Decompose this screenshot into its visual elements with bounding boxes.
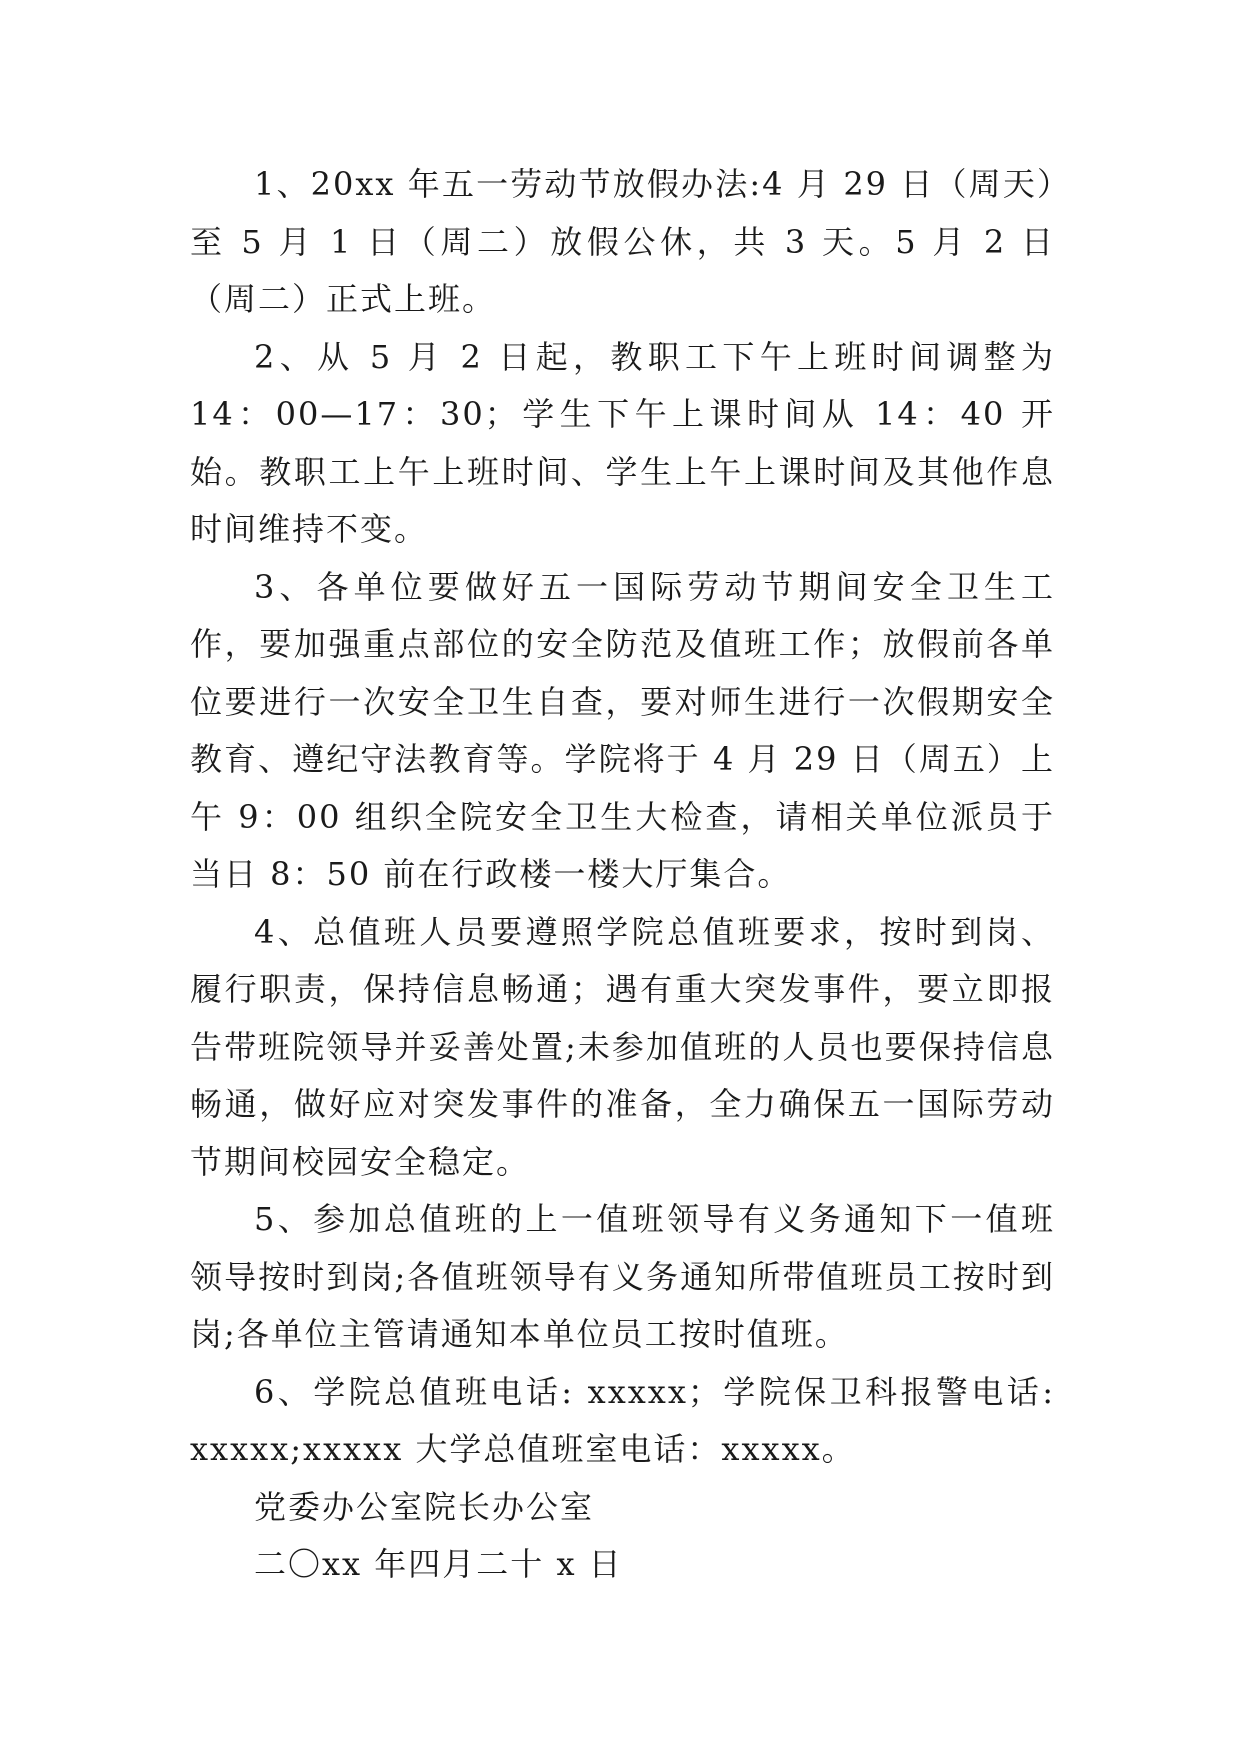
- paragraph-3: 3、各单位要做好五一国际劳动节期间安全卫生工作，要加强重点部位的安全防范及值班工作；放假前各单位要进行一次安全卫生自查，要对师生进行一次假期安全教育、遵纪守法教育等。学院将于 4 月 29 日（周五）上午 9：00 组织全院安全卫生大检查，请相关单位派员于当日 8：50 前在行政楼一楼大厅集合。: [190, 567, 1055, 893]
- paragraph-6: 6、学院总值班电话: xxxxx；学院保卫科报警电话: xxxxx;xxxxx 大学总值班室电话：xxxxx。: [190, 1372, 1055, 1468]
- paragraph-5: 5、参加总值班的上一值班领导有义务通知下一值班领导按时到岗;各值班领导有义务通知所带值班员工按时到岗;各单位主管请通知本单位员工按时值班。: [190, 1200, 1055, 1353]
- paragraph-4: 4、总值班人员要遵照学院总值班要求，按时到岗、履行职责，保持信息畅通；遇有重大突发事件，要立即报告带班院领导并妥善处置;未参加值班的人员也要保持信息畅通，做好应对突发事件的准备，全力确保五一国际劳动节期间校园安全稳定。: [190, 912, 1055, 1181]
- document-body: [190, 156, 1055, 1594]
- signature: 党委办公室院长办公室: [254, 1487, 595, 1526]
- date: 二〇xx 年四月二十 x 日: [254, 1545, 623, 1583]
- paragraph-1: 1、20xx 年五一劳动节放假办法:4 月 29 日（周天）至 5 月 1 日（周二）放假公休，共 3 天。5 月 2 日（周二）正式上班。: [190, 165, 1055, 318]
- paragraph-2: 2、从 5 月 2 日起，教职工下午上班时间调整为 14：00—17：30；学生下午上课时间从 14：40 开始。教职工上午上班时间、学生上午上课时间及其他作息时间维持不变。: [190, 337, 1055, 548]
